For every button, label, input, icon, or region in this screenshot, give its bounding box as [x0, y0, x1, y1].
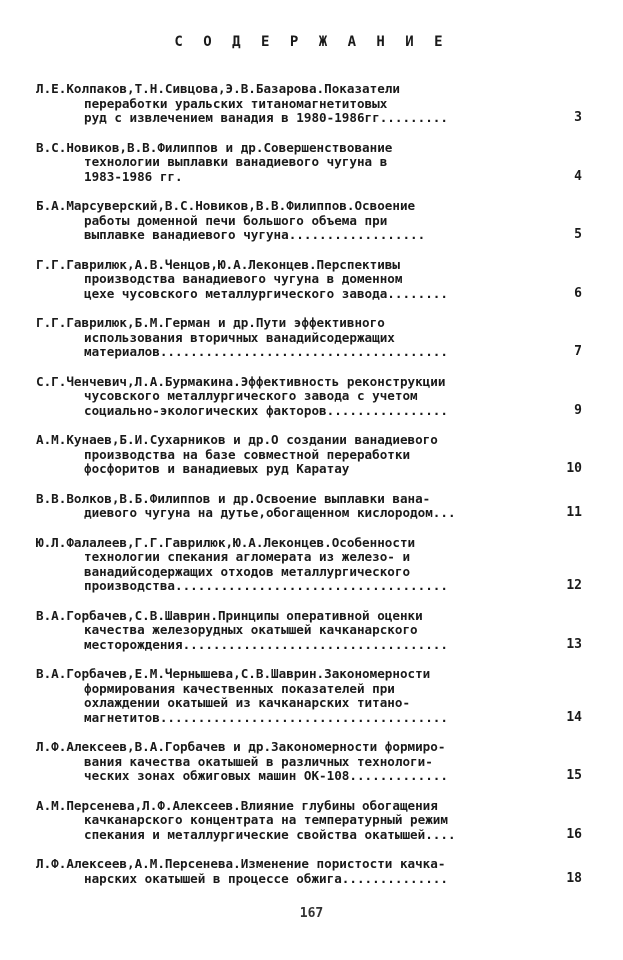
toc-entry-page-number: 18	[566, 870, 582, 886]
toc-entry-continuation-line: месторождения...................................	[84, 636, 448, 652]
toc-entry-continuation-line: работы доменной печи большого объема при	[84, 212, 388, 228]
toc-entry-page-number: 3	[574, 110, 582, 125]
toc-title: С О Д Е Р Ж А Н И Е	[174, 34, 449, 50]
toc-entry-continuation-line: цехе чусовского металлургического завода........	[84, 285, 448, 301]
toc-entry-continuation-line: ческих зонах обжиговых машин ОК-108.............	[84, 768, 448, 783]
toc-entry-heading-line: В.В.Волков,В.Б.Филиппов и др.Освоение выплавки вана-	[36, 490, 431, 506]
toc-entry-continuation-line: качканарского концентрата на температурный режим	[84, 812, 448, 827]
toc-entry-page-number: 9	[574, 402, 582, 418]
toc-entry-page-number: 13	[566, 636, 582, 652]
page-number-footer: 167	[299, 906, 324, 921]
toc-entry-continuation-line: охлаждении окатышей из качканарских титано-	[84, 695, 411, 710]
toc-entry-continuation-line: материалов......................................	[84, 344, 448, 359]
toc-entry-continuation-line: выплавке ванадиевого чугуна..................	[84, 227, 426, 242]
toc-entry-heading-line: В.А.Горбачев,Е.М.Чернышева,С.В.Шаврин.Закономерности	[36, 666, 431, 681]
toc-entry-continuation-line: качества железорудных окатышей качканарского	[84, 622, 418, 637]
toc-entry	[36, 433, 596, 477]
toc-entry-continuation-line: руд с извлечением ванадия в 1980-1986гг.........	[84, 110, 448, 125]
toc-entry	[36, 799, 596, 843]
toc-entry-heading-line: В.С.Новиков,В.В.Филиппов и др.Совершенствование	[36, 139, 393, 155]
toc-entry-heading-line: Л.Ф.Алексеев,А.М.Персенева.Изменение пористости качка-	[36, 856, 446, 871]
toc-entry	[36, 667, 596, 725]
toc-entry-continuation-line: формирования качественных показателей при	[84, 680, 395, 696]
toc-entry-heading-line: Л.Ф.Алексеев,В.А.Горбачев и др.Закономерности формиро-	[36, 739, 446, 754]
toc-entry-page-number: 15	[566, 768, 582, 783]
toc-entry-page-number: 16	[566, 826, 582, 842]
toc-entry-continuation-line: 1983-1986 гг.	[84, 168, 183, 184]
toc-entry-heading-line: Б.А.Марсуверский,В.С.Новиков,В.В.Филиппов.Освоение	[36, 198, 416, 213]
toc-entry-continuation-line: фосфоритов и ванадиевых руд Каратау	[84, 461, 350, 476]
toc-entry-heading-line: С.Г.Ченчевич,Л.А.Бурмакина.Эффективность реконструкции	[36, 373, 446, 389]
toc-entry-continuation-line: чусовского металлургического завода с учетом	[84, 388, 418, 403]
toc-entry-continuation-line: производства ванадиевого чугуна в доменном	[84, 271, 403, 286]
toc-entry-continuation-line: магнетитов......................................	[84, 709, 448, 725]
toc-entry-continuation-line: технологии выплавки ванадиевого чугуна в	[84, 154, 388, 169]
toc-entry-page-number: 11	[566, 505, 582, 520]
toc-entry-heading-line: Л.Е.Колпаков,Т.Н.Сивцова,Э.В.Базарова.Показатели	[36, 81, 400, 96]
toc-entry-heading-line: Ю.Л.Фалалеев,Г.Г.Гаврилюк,Ю.А.Леконцев.Особенности	[36, 534, 416, 550]
toc-entry-continuation-line: нарских окатышей в процессе обжига..............	[84, 870, 448, 886]
toc-entry	[36, 740, 596, 784]
toc-entry-continuation-line: использования вторичных ванадийсодержащих	[84, 329, 395, 345]
toc-entry-continuation-line: переработки уральских титаномагнетитовых	[84, 95, 388, 111]
toc-entry	[36, 199, 596, 243]
toc-entry-continuation-line: производства....................................	[84, 578, 448, 593]
toc-entry-heading-line: А.М.Кунаев,Б.И.Сухарников и др.О создании ванадиевого	[36, 432, 438, 447]
toc-entry-continuation-line: ванадийсодержащих отходов металлургического	[84, 563, 411, 579]
table-of-contents	[36, 82, 596, 901]
toc-entry-continuation-line: вания качества окатышей в различных технологи-	[84, 753, 433, 769]
toc-entry	[36, 316, 596, 360]
toc-entry	[36, 609, 596, 653]
toc-entry-continuation-line: спекания и металлургические свойства окатышей....	[84, 826, 456, 842]
toc-entry-heading-line: В.А.Горбачев,С.В.Шаврин.Принципы оперативной оценки	[36, 607, 423, 623]
toc-entry	[36, 375, 596, 419]
toc-entry-page-number: 10	[566, 461, 582, 476]
toc-entry	[36, 492, 596, 521]
toc-entry	[36, 82, 596, 126]
toc-entry-page-number: 14	[566, 709, 582, 725]
toc-entry-heading-line: А.М.Персенева,Л.Ф.Алексеев.Влияние глубины обогащения	[36, 797, 438, 813]
toc-entry-page-number: 7	[574, 344, 582, 359]
toc-entry-continuation-line: технологии спекания агломерата из железо- и	[84, 549, 411, 564]
toc-entry-continuation-line: социально-экологических факторов................	[84, 402, 448, 418]
toc-entry	[36, 857, 596, 886]
toc-entry-heading-line: Г.Г.Гаврилюк,Б.М.Герман и др.Пути эффективного	[36, 315, 385, 330]
toc-entry-page-number: 4	[574, 168, 582, 184]
toc-entry-page-number: 12	[566, 578, 582, 593]
toc-entry-continuation-line: производства на базе совместной переработки	[84, 446, 411, 462]
toc-entry	[36, 258, 596, 302]
toc-entry-heading-line: Г.Г.Гаврилюк,А.В.Ченцов,Ю.А.Леконцев.Перспективы	[36, 256, 400, 272]
toc-entry	[36, 141, 596, 185]
toc-entry-continuation-line: диевого чугуна на дутье,обогащенном кислородом...	[84, 505, 456, 520]
toc-entry-page-number: 6	[574, 285, 582, 301]
toc-entry	[36, 536, 596, 594]
toc-entry-page-number: 5	[574, 227, 582, 242]
